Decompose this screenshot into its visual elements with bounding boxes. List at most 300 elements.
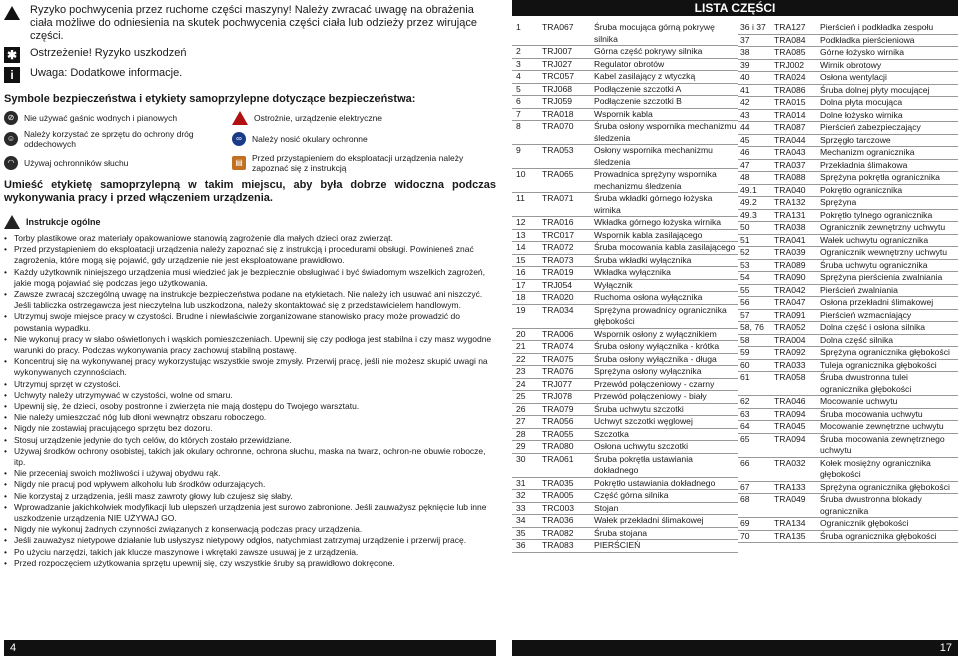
part-description: Mocowanie zewnętrzne uchwytu bbox=[820, 421, 944, 431]
part-description: Mechanizm ogranicznika bbox=[820, 147, 915, 157]
part-number: 55 bbox=[740, 284, 750, 295]
table-row bbox=[738, 310, 958, 323]
part-description: Pierścień zwalniania bbox=[820, 284, 898, 295]
rule-item: • Nie należy umieszczać nóg lub dłoni wewnątrz obszaru roboczego. bbox=[4, 412, 496, 423]
part-description: Śruba osłony wyłącznika - długa bbox=[594, 353, 717, 364]
part-code: TRA034 bbox=[542, 304, 574, 315]
part-code: TRA016 bbox=[542, 217, 574, 227]
part-number: 29 bbox=[516, 441, 526, 451]
part-code: TRC003 bbox=[542, 502, 574, 513]
part-description: Osłona wentylacji bbox=[820, 72, 887, 82]
table-row bbox=[512, 441, 738, 454]
part-number: 51 bbox=[740, 234, 750, 245]
table-row bbox=[738, 347, 958, 360]
part-number: 15 bbox=[516, 254, 526, 265]
part-code: TRA035 bbox=[542, 477, 574, 488]
part-description: Prowadnica sprężyny wspornika mechanizmu śledzenia bbox=[594, 169, 717, 191]
table-row bbox=[512, 515, 738, 528]
part-code: TRA019 bbox=[542, 267, 574, 277]
part-number: 14 bbox=[516, 242, 526, 252]
part-number: 57 bbox=[740, 309, 750, 320]
table-row bbox=[512, 391, 738, 404]
table-row bbox=[512, 503, 738, 516]
table-row bbox=[738, 518, 958, 531]
part-code: TRA072 bbox=[542, 242, 574, 252]
table-row bbox=[512, 255, 738, 268]
part-code: TRA020 bbox=[542, 292, 574, 302]
part-number: 7 bbox=[516, 108, 521, 119]
part-code: TRA084 bbox=[774, 34, 806, 45]
rule-item: • Jeśli zauważysz nietypowe działanie lub usłyszysz nietypowy odgłos, natychmiast zatrzymaj urządzenie i przerwij pracę. bbox=[4, 535, 496, 546]
part-code: TRJ059 bbox=[542, 96, 573, 106]
table-row bbox=[738, 60, 958, 73]
part-number: 62 bbox=[740, 396, 750, 406]
table-row bbox=[512, 217, 738, 230]
part-description: Śruba dolnej płyty mocującej bbox=[820, 84, 930, 95]
part-code: TRA055 bbox=[542, 428, 574, 439]
part-description: Ruchoma osłona wyłącznika bbox=[594, 292, 703, 302]
rule-item: • Torby plastikowe oraz materiały opakowaniowe stanowią zagrożenie dla małych dzieci oraz zwierząt. bbox=[4, 233, 496, 244]
parts-table-right bbox=[738, 22, 958, 553]
legend-row-info bbox=[4, 67, 496, 83]
part-number: 49.1 bbox=[740, 184, 757, 195]
part-number: 52 bbox=[740, 247, 750, 257]
table-row bbox=[738, 97, 958, 110]
table-row bbox=[512, 230, 738, 243]
rule-item: • Po użyciu narzędzi, takich jak klucze maszynowe i wkrętaki zawsze usuwaj je z urządzenia. bbox=[4, 547, 496, 558]
part-number: 22 bbox=[516, 353, 526, 364]
table-row bbox=[512, 478, 738, 491]
legend-row-warning bbox=[4, 4, 496, 43]
part-description: Wałek przekładni ślimakowej bbox=[594, 515, 704, 525]
part-number: 19 bbox=[516, 304, 526, 315]
symbol-item bbox=[232, 153, 492, 173]
part-number: 33 bbox=[516, 502, 526, 513]
table-row bbox=[738, 409, 958, 422]
table-row bbox=[512, 169, 738, 193]
part-code: TRA037 bbox=[774, 159, 806, 170]
part-code: TRA024 bbox=[774, 72, 806, 82]
part-code: TRA089 bbox=[774, 259, 806, 270]
part-description: Podłączenie szczotki B bbox=[594, 96, 682, 106]
part-description: Śruba mocowania kabla zasilającego bbox=[594, 242, 736, 252]
rule-item: • Utrzymuj sprzęt w czystości. bbox=[4, 379, 496, 390]
legend bbox=[4, 4, 496, 83]
table-row bbox=[512, 416, 738, 429]
part-description: Sprężyna ogranicznika głębokości bbox=[820, 481, 950, 492]
part-description: Przewód połączeniowy - biały bbox=[594, 391, 707, 401]
part-code: TRA086 bbox=[774, 84, 806, 95]
legend-row-flash bbox=[4, 47, 496, 63]
part-code: TRA065 bbox=[542, 169, 574, 179]
table-row bbox=[512, 280, 738, 293]
part-code: TRA040 bbox=[774, 184, 806, 195]
rule-item: • Koncentruj się na wykonywanej pracy wykorzystując wszystkie swoje zmysły. Przerwij pracę, jeśli nie możesz skupić uwagi na wykonywanych czynnościach. bbox=[4, 356, 496, 378]
table-row bbox=[512, 84, 738, 97]
part-description: Sprzęgło tarczowe bbox=[820, 134, 891, 145]
symbol-item bbox=[232, 111, 492, 125]
part-description: Kołek mosiężny ogranicznika głębokości bbox=[820, 457, 931, 479]
part-description: Śruba ogranicznika głębokości bbox=[820, 530, 937, 541]
part-description: Pokrętło ustawiania dokładnego bbox=[594, 477, 716, 488]
table-row bbox=[512, 540, 738, 553]
table-row bbox=[512, 404, 738, 417]
table-row bbox=[738, 147, 958, 160]
part-description: Sprężyna bbox=[820, 197, 857, 207]
part-number: 6 bbox=[516, 96, 521, 106]
table-row bbox=[738, 172, 958, 185]
part-description: Tuleja ogranicznika głębokości bbox=[820, 359, 937, 370]
part-number: 58, 76 bbox=[740, 322, 764, 332]
rule-item: • Nigdy nie pracuj pod wpływem alkoholu lub środków odurzających. bbox=[4, 479, 496, 490]
table-row bbox=[512, 354, 738, 367]
part-number: 39 bbox=[740, 59, 750, 70]
legend-text: Ryzyko pochwycenia przez ruchome części maszyny! Należy zwracać uwagę na obrażenia ciała możliwe do odniesienia na skutek pochwycenia części ciała lub odzieży przez wirujące części. bbox=[30, 4, 477, 42]
part-code: TRC017 bbox=[542, 229, 574, 240]
rule-item: • Stosuj urządzenie jedynie do tych celów, do których zostało przewidziane. bbox=[4, 435, 496, 446]
warning-triangle-icon bbox=[4, 4, 20, 20]
part-description: Śruba mocująca górną pokrywę silnika bbox=[594, 22, 715, 44]
table-row bbox=[738, 110, 958, 123]
part-number: 20 bbox=[516, 328, 526, 339]
table-row bbox=[512, 145, 738, 169]
table-row bbox=[738, 335, 958, 348]
table-row bbox=[512, 71, 738, 84]
part-number: 65 bbox=[740, 433, 750, 444]
part-code: TRA004 bbox=[774, 334, 806, 345]
part-number: 27 bbox=[516, 416, 526, 426]
part-number: 26 bbox=[516, 403, 526, 414]
table-row bbox=[738, 531, 958, 544]
part-description: Przekładnia ślimakowa bbox=[820, 159, 908, 170]
table-row bbox=[738, 135, 958, 148]
part-number: 49.3 bbox=[740, 209, 757, 220]
table-row bbox=[512, 22, 738, 46]
part-code: TRA018 bbox=[542, 108, 574, 119]
rule-item: • Nigdy nie wykonuj żadnych czynności związanych z konserwacją podczas pracy urządzenia. bbox=[4, 524, 496, 535]
part-description: Osłony wspornika mechanizmu śledzenia bbox=[594, 145, 713, 167]
part-number: 69 bbox=[740, 518, 750, 528]
page-number-right: 17 bbox=[512, 640, 958, 656]
part-number: 32 bbox=[516, 490, 526, 500]
part-code: TRC057 bbox=[542, 71, 574, 81]
part-description: Śruba wkładki wyłącznika bbox=[594, 254, 692, 265]
part-number: 63 bbox=[740, 408, 750, 419]
rule-item: • Używaj środków ochrony osobistej, takich jak okulary ochronne, ochrona słuchu, maska na twarz, ochron-ne obuwie robocze, itp. bbox=[4, 446, 496, 468]
part-description: Wspornik kabla bbox=[594, 108, 653, 119]
part-code: TRJ027 bbox=[542, 58, 573, 69]
part-description: Wspornik osłony z wyłącznikiem bbox=[594, 328, 717, 339]
part-number: 3 bbox=[516, 58, 521, 69]
table-row bbox=[738, 185, 958, 198]
part-code: TRA070 bbox=[542, 121, 574, 131]
table-row bbox=[512, 193, 738, 217]
part-number: 54 bbox=[740, 272, 750, 282]
table-row bbox=[512, 528, 738, 541]
table-row bbox=[738, 72, 958, 85]
part-description: Ogranicznik głębokości bbox=[820, 518, 909, 528]
rule-item: • Nigdy nie zostawiaj pracującego sprzętu bez dozoru. bbox=[4, 423, 496, 434]
part-description: Śruba mocowania zewnętrznego uchwytu bbox=[820, 433, 945, 455]
table-row bbox=[738, 247, 958, 260]
table-row bbox=[738, 421, 958, 434]
table-row bbox=[512, 96, 738, 109]
part-description: Śruba dwustronna tulei ogranicznika głębokości bbox=[820, 372, 912, 394]
part-number: 18 bbox=[516, 292, 526, 302]
part-description: Regulator obrotów bbox=[594, 58, 665, 69]
part-number: 17 bbox=[516, 279, 526, 290]
part-code: TRJ077 bbox=[542, 378, 573, 389]
rule-item: • Utrzymuj swoje miejsce pracy w czystości. Brudne i niewłaściwie zorganizowane stanowisko pracy może prowadzić do powstania wypadku. bbox=[4, 311, 496, 333]
part-description: PIERŚCIEŃ bbox=[594, 540, 641, 550]
part-description: Podkładka pierścieniowa bbox=[820, 34, 915, 45]
symbols-title: Symbole bezpieczeństwa i etykiety samoprzylepne dotyczące bezpieczeństwa: bbox=[4, 93, 416, 105]
table-row bbox=[512, 329, 738, 342]
table-row bbox=[512, 379, 738, 392]
part-code: TRA053 bbox=[542, 145, 574, 155]
part-number: 40 bbox=[740, 72, 750, 82]
part-code: TRA061 bbox=[542, 453, 574, 464]
part-description: Górna część pokrywy silnika bbox=[594, 46, 703, 56]
part-number: 24 bbox=[516, 378, 526, 389]
part-number: 36 i 37 bbox=[740, 22, 766, 32]
part-code: TRA071 bbox=[542, 193, 574, 203]
table-row bbox=[512, 242, 738, 255]
rule-item: • Upewnij się, że dzieci, osoby postronne i zwierzęta nie mają dostępu do Twojego warsztatu. bbox=[4, 401, 496, 412]
part-code: TRA083 bbox=[542, 540, 574, 550]
table-row bbox=[738, 322, 958, 335]
part-number: 42 bbox=[740, 97, 750, 107]
part-number: 21 bbox=[516, 341, 526, 351]
table-row bbox=[738, 494, 958, 518]
rule-item: • Nie wykonuj pracy w słabo oświetlonych i wąskich pomieszczeniach. Upewnij się czy podłoga jest stabilna i czy masz wygodne warunki do pracy. Podczas wykonywania pracy zachowuj stabilną postawę. bbox=[4, 334, 496, 356]
part-description: Kabel zasilający z wtyczką bbox=[594, 71, 696, 81]
part-description: Śruba wkładki górnego łożyska wirnika bbox=[594, 193, 713, 215]
part-code: TRJ068 bbox=[542, 83, 573, 94]
part-code: TRA041 bbox=[774, 234, 806, 245]
symbol-text: Przed przystąpieniem do eksploatacji urządzenia należy zapoznać się z instrukcją bbox=[252, 153, 464, 173]
part-code: TRA043 bbox=[774, 147, 806, 157]
table-row bbox=[738, 434, 958, 458]
part-description: Wkładka górnego łożyska wirnika bbox=[594, 217, 722, 227]
part-code: TRA090 bbox=[774, 272, 806, 282]
manual-icon: ▤ bbox=[232, 156, 246, 170]
part-number: 11 bbox=[516, 193, 525, 203]
part-code: TRA039 bbox=[774, 247, 806, 257]
part-description: Szczotka bbox=[594, 428, 629, 439]
warning-triangle-icon bbox=[4, 215, 20, 229]
table-row bbox=[738, 35, 958, 48]
part-description: Podłączenie szczotki A bbox=[594, 83, 682, 94]
part-number: 34 bbox=[516, 515, 526, 525]
table-row bbox=[738, 285, 958, 298]
info-icon: i bbox=[4, 67, 20, 83]
part-number: 58 bbox=[740, 334, 750, 345]
part-number: 53 bbox=[740, 259, 750, 270]
rule-item: • Wprowadzanie jakichkolwiek modyfikacji lub ulepszeń urządzenia jest surowo zabronione. Jeśli zauważysz pęknięcie lub inne uszkodzenie urządzenia NIE UŻYWAJ GO. bbox=[4, 502, 496, 524]
part-number: 61 bbox=[740, 372, 750, 382]
general-instructions-title: Instrukcje ogólne bbox=[26, 217, 101, 227]
part-code: TRA074 bbox=[542, 341, 574, 351]
part-description: Wirnik obrotowy bbox=[820, 59, 882, 70]
table-row bbox=[738, 360, 958, 373]
part-description: Część górna silnika bbox=[594, 490, 669, 500]
left-page bbox=[4, 0, 496, 660]
table-row bbox=[512, 454, 738, 478]
symbols-grid bbox=[4, 111, 496, 173]
part-code: TRA127 bbox=[774, 22, 806, 32]
table-row bbox=[738, 160, 958, 173]
part-number: 12 bbox=[516, 217, 526, 227]
part-code: TRA032 bbox=[774, 457, 806, 468]
part-description: Wspornik kabla zasilającego bbox=[594, 229, 703, 240]
part-number: 16 bbox=[516, 267, 526, 277]
symbol-text: Ostrożnie, urządzenie elektryczne bbox=[254, 113, 383, 123]
legend-text: Ostrzeżenie! Ryzyko uszkodzeń bbox=[30, 47, 187, 59]
table-row bbox=[512, 121, 738, 145]
parts-table-left bbox=[512, 22, 738, 553]
part-description: Sprężyna ogranicznika głębokości bbox=[820, 347, 950, 357]
part-number: 10 bbox=[516, 169, 526, 179]
part-code: TRA044 bbox=[774, 134, 806, 145]
part-number: 23 bbox=[516, 366, 526, 376]
part-description: Przewód połączeniowy - czarny bbox=[594, 378, 715, 389]
symbol-text: Należy korzystać ze sprzętu do ochrony dróg oddechowych bbox=[24, 129, 194, 149]
part-code: TRA088 bbox=[774, 172, 806, 182]
part-code: TRA075 bbox=[542, 353, 574, 364]
general-instructions-heading bbox=[4, 215, 496, 229]
part-description: Śruba mocowania uchwytu bbox=[820, 408, 923, 419]
part-code: TRJ007 bbox=[542, 46, 573, 56]
part-code: TRA042 bbox=[774, 284, 806, 295]
part-code: TRA092 bbox=[774, 347, 806, 357]
part-description: Śruba pokrętła ustawiania dokładnego bbox=[594, 453, 693, 475]
part-description: Dolna część silnika bbox=[820, 334, 894, 345]
part-code: TRA067 bbox=[542, 22, 574, 32]
table-row bbox=[512, 366, 738, 379]
part-number: 30 bbox=[516, 453, 526, 464]
part-code: TRA014 bbox=[774, 109, 806, 120]
part-number: 46 bbox=[740, 147, 750, 157]
part-number: 5 bbox=[516, 83, 521, 94]
part-description: Dolna płyta mocująca bbox=[820, 97, 903, 107]
part-description: Śruba stojana bbox=[594, 527, 648, 538]
part-code: TRA133 bbox=[774, 481, 806, 492]
part-number: 8 bbox=[516, 121, 521, 131]
part-number: 9 bbox=[516, 145, 521, 155]
part-description: Dolna część i osłona silnika bbox=[820, 322, 926, 332]
table-row bbox=[738, 210, 958, 223]
table-row bbox=[738, 222, 958, 235]
part-code: TRJ078 bbox=[542, 391, 573, 401]
part-number: 50 bbox=[740, 222, 750, 232]
table-row bbox=[512, 429, 738, 442]
part-code: TRA135 bbox=[774, 530, 806, 541]
table-row bbox=[738, 22, 958, 35]
part-code: TRA058 bbox=[774, 372, 806, 382]
part-description: Mocowanie uchwytu bbox=[820, 396, 898, 406]
part-code: TRA073 bbox=[542, 254, 574, 265]
part-code: TRA015 bbox=[774, 97, 806, 107]
table-row bbox=[738, 372, 958, 396]
part-description: Ogranicznik wewnętrzny uchwytu bbox=[820, 247, 948, 257]
part-description: Śruba uchwytu szczotki bbox=[594, 403, 684, 414]
part-description: Pierścień zabezpieczający bbox=[820, 122, 921, 132]
part-code: TRA080 bbox=[542, 441, 574, 451]
part-code: TRA134 bbox=[774, 518, 806, 528]
part-description: Osłona uchwytu szczotki bbox=[594, 441, 689, 451]
parts-list-page bbox=[512, 0, 958, 660]
part-description: Wkładka wyłącznika bbox=[594, 267, 671, 277]
part-number: 45 bbox=[740, 134, 750, 145]
table-row bbox=[512, 267, 738, 280]
table-row bbox=[738, 122, 958, 135]
page-number-left: 4 bbox=[4, 640, 496, 656]
part-description: Pokrętło tylnego ogranicznika bbox=[820, 209, 933, 220]
part-description: Wyłącznik bbox=[594, 279, 633, 290]
table-row bbox=[738, 297, 958, 310]
rule-item: • Nie korzystaj z urządzenia, jeśli masz zawroty głowy lub czujesz się słaby. bbox=[4, 491, 496, 502]
part-description: Górne łożysko wirnika bbox=[820, 47, 905, 57]
part-number: 68 bbox=[740, 494, 750, 504]
part-code: TRA038 bbox=[774, 222, 806, 232]
table-row bbox=[738, 396, 958, 409]
table-row bbox=[738, 85, 958, 98]
part-number: 67 bbox=[740, 481, 750, 492]
parts-list-title: LISTA CZĘŚCI bbox=[512, 0, 958, 16]
rule-item: • Każdy użytkownik niniejszego urządzenia musi wiedzieć jak je bezpiecznie obsługiwać i być świadomym wszelkich zagrożeń, jakie mogą pojawiać się podczas jego użytkowania. bbox=[4, 267, 496, 289]
part-code: TRA005 bbox=[542, 490, 574, 500]
part-code: TRA076 bbox=[542, 366, 574, 376]
part-code: TRA006 bbox=[542, 328, 574, 339]
table-row bbox=[738, 260, 958, 273]
part-description: Pierścień i podkładka zespołu bbox=[820, 22, 934, 32]
part-code: TRA082 bbox=[542, 527, 574, 538]
part-code: TRA049 bbox=[774, 494, 806, 504]
part-description: Sprężyna prowadnicy ogranicznika głębokości bbox=[594, 304, 727, 326]
part-code: TRA036 bbox=[542, 515, 574, 525]
part-description: Śruba uchwytu ogranicznika bbox=[820, 259, 928, 270]
table-row bbox=[738, 482, 958, 495]
rule-item: • Zawsze zwracaj szczególną uwagę na instrukcje bezpieczeństwa podane na etykietach. Nie należy ich usuwać ani niszczyć. Jeśli tabliczka ostrzegawcza jest nieczytelna lub uszkodzona, należy skontaktować się z przedstawicielem handlowym. bbox=[4, 289, 496, 311]
part-code: TRA047 bbox=[774, 297, 806, 307]
table-row bbox=[512, 59, 738, 72]
part-number: 44 bbox=[740, 122, 750, 132]
table-row bbox=[512, 109, 738, 122]
part-number: 31 bbox=[516, 477, 526, 488]
part-number: 25 bbox=[516, 391, 526, 401]
part-code: TRJ002 bbox=[774, 59, 805, 70]
table-row bbox=[738, 458, 958, 482]
no-water-icon: ⊘ bbox=[4, 111, 18, 125]
part-number: 48 bbox=[740, 172, 750, 182]
part-code: TRJ054 bbox=[542, 279, 573, 290]
part-number: 1 bbox=[516, 22, 521, 32]
part-number: 38 bbox=[740, 47, 750, 57]
part-code: TRA131 bbox=[774, 209, 806, 220]
goggles-icon: ∞ bbox=[232, 132, 246, 146]
table-row bbox=[512, 341, 738, 354]
rule-item: • Przed rozpoczęciem użytkowania sprzętu upewnij się, czy wszystkie śruby są prawidłowo dokręcone. bbox=[4, 558, 496, 569]
rule-item: • Przed przystąpieniem do eksploatacji urządzenia należy zapoznać się z instrukcją i procedurami obsługi. Powinieneś znać zagrożenia, które mogą się pojawić, gdy urządzenie nie jest eksploatowane prawidłowo. bbox=[4, 244, 496, 266]
table-row bbox=[512, 305, 738, 329]
flash-icon: ✱ bbox=[4, 47, 20, 63]
part-description: Śruba osłony wyłącznika - krótka bbox=[594, 341, 720, 351]
table-row bbox=[512, 490, 738, 503]
general-rules-list bbox=[4, 233, 496, 569]
part-code: TRA091 bbox=[774, 309, 806, 320]
part-number: 13 bbox=[516, 229, 526, 240]
